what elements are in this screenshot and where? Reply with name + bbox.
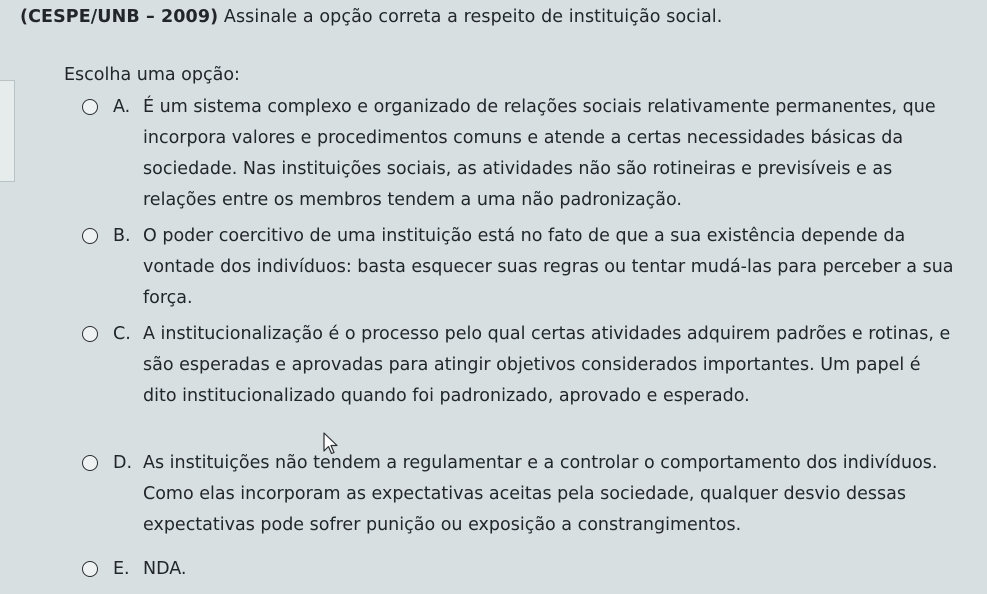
option-text: A institucionalização é o processo pelo qual certas atividades adquirem padrões e rotinas, e são esperadas e aprovadas para atingir objetivos considerados importantes. Um papel é dito institucionalizado quando foi padronizado, aprovado e esperado. — [143, 324, 951, 406]
left-edge-strip — [0, 80, 15, 182]
radio-c[interactable] — [82, 326, 98, 342]
option-letter: C. — [113, 324, 131, 344]
radio-a[interactable] — [82, 99, 98, 115]
option-text: É um sistema complexo e organizado de relações sociais relativamente permanentes, que incorpora valores e procedimentos comuns e atende a certas necessidades básicas da sociedade. Nas instituições sociais, as atividades não são rotineiras e previsíveis e as relações entre os membros tendem a uma não padronização. — [143, 97, 936, 210]
option-e[interactable] — [82, 556, 955, 585]
radio-e[interactable] — [82, 561, 98, 577]
option-c[interactable] — [82, 321, 955, 412]
option-text: As instituições não tendem a regulamentar e a controlar o comportamento dos indivíduos. Como elas incorporam as expectativas aceitas pela sociedade, qualquer desvio dessas expectativas pode sofrer punição ou exposição a constrangimentos. — [143, 453, 938, 535]
question-text — [20, 4, 970, 30]
option-d[interactable] — [82, 450, 955, 541]
option-text: O poder coercitivo de uma instituição está no fato de que a sua existência depende da vontade dos indivíduos: basta esquecer suas regras ou tentar mudá-las para perceber a sua força. — [143, 226, 954, 308]
option-letter: A. — [113, 97, 131, 117]
choose-option-label: Escolha uma opção: — [64, 65, 240, 85]
radio-b[interactable] — [82, 228, 98, 244]
option-text: NDA. — [143, 559, 187, 579]
question-statement: Assinale a opção correta a respeito de instituição social. — [223, 7, 723, 27]
option-b[interactable] — [82, 223, 955, 314]
option-a[interactable] — [82, 94, 955, 216]
mouse-pointer-icon — [322, 432, 340, 456]
option-letter: E. — [113, 559, 130, 579]
option-letter: B. — [113, 226, 131, 246]
question-source: (CESPE/UNB – 2009) — [20, 7, 219, 27]
option-letter: D. — [113, 453, 133, 473]
radio-d[interactable] — [82, 455, 98, 471]
